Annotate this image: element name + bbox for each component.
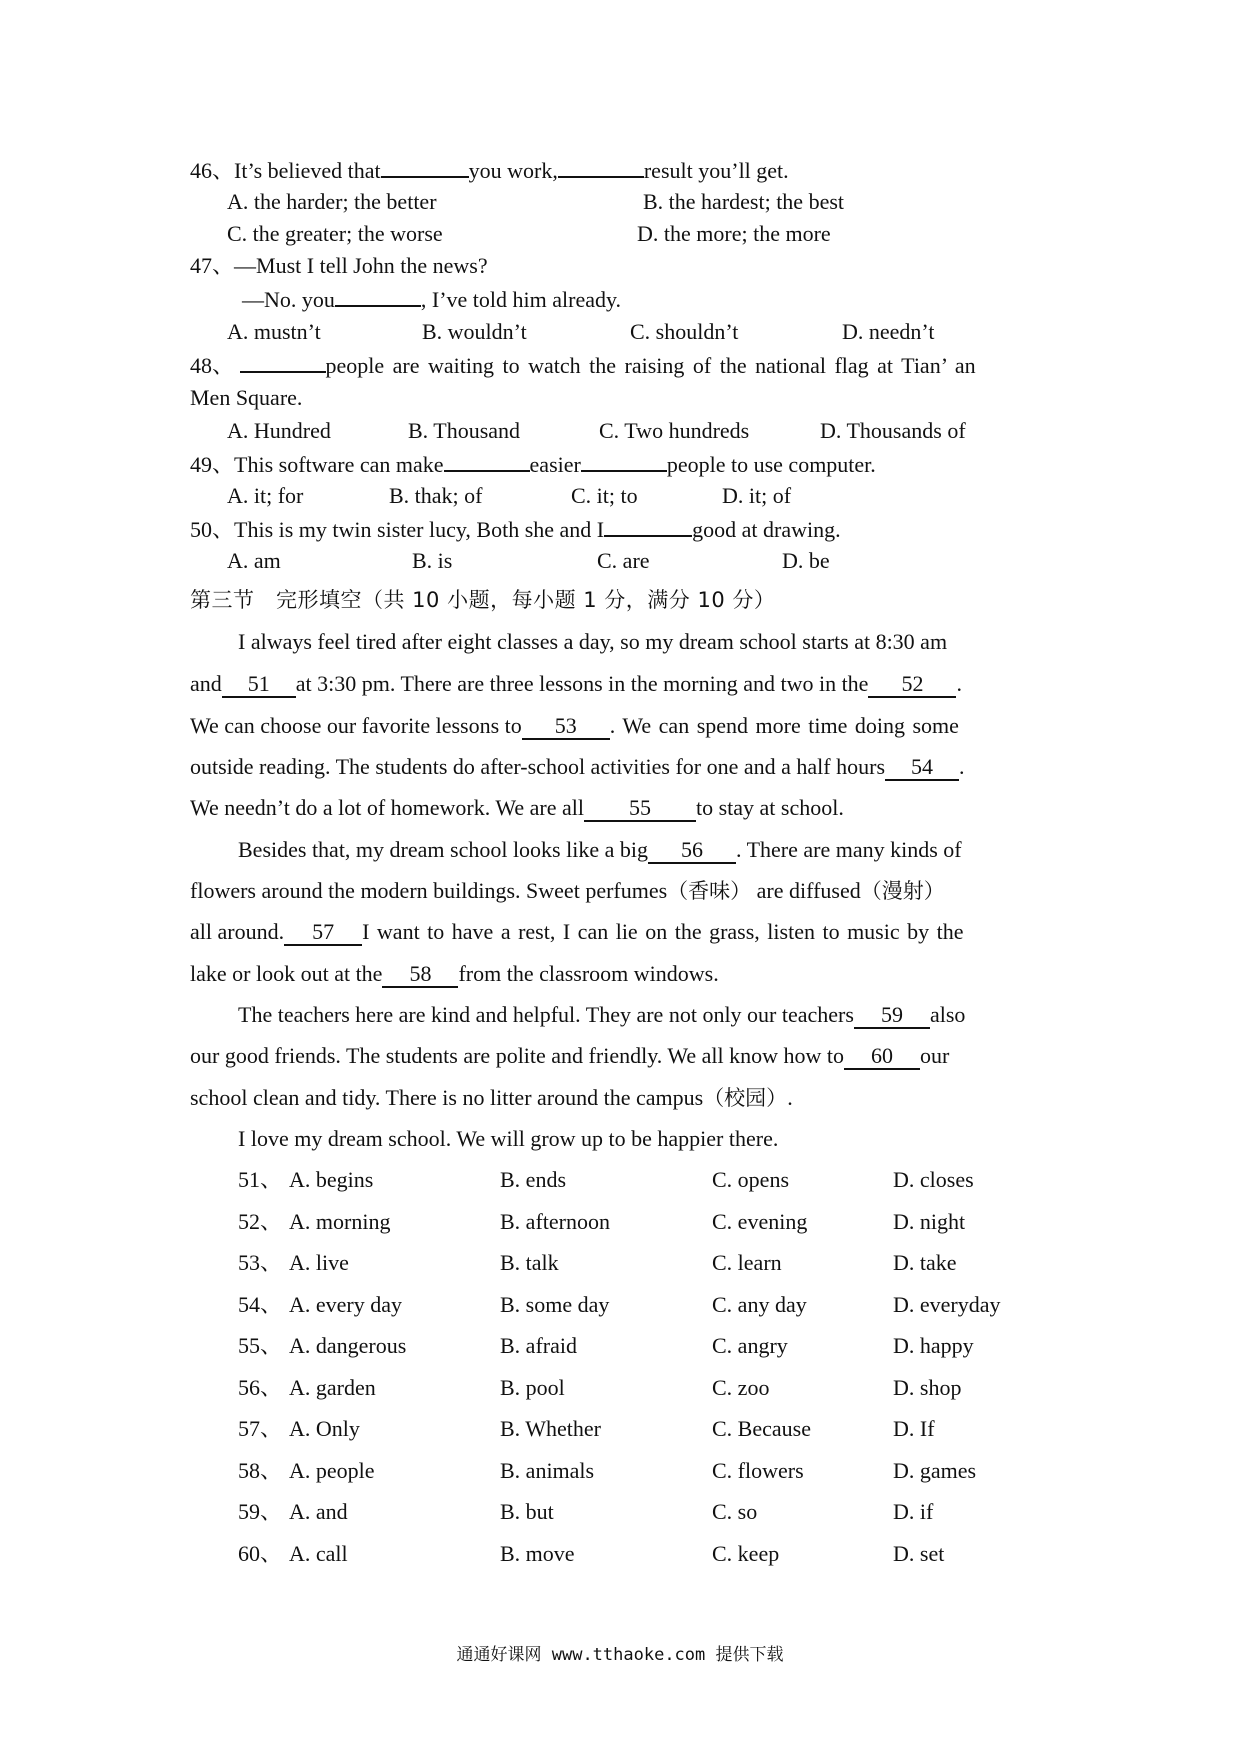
- option-b: B. pool: [500, 1375, 565, 1400]
- option-a: A. call: [289, 1541, 348, 1566]
- option-a: A. dangerous: [289, 1333, 407, 1358]
- q49-option-b: B. thak; of: [389, 483, 483, 508]
- option-d: D. shop: [893, 1375, 962, 1400]
- passage-text: We needn’t do a lot of homework. We are all: [190, 795, 584, 820]
- q49-blank-1: [444, 450, 530, 472]
- option-row-number: 57、: [238, 1416, 283, 1441]
- q49-number: 49、: [190, 452, 235, 477]
- option-c: C. zoo: [712, 1375, 770, 1400]
- passage-text: outside reading. The students do after-school activities for one and a half hours: [190, 754, 886, 779]
- option-row-number: 54、: [238, 1292, 283, 1317]
- option-c: C. Because: [712, 1416, 811, 1441]
- passage-text: school clean and tidy. There is no litter around the campus: [190, 1085, 704, 1110]
- option-c: C. opens: [712, 1167, 789, 1192]
- blank-56: 56: [648, 838, 736, 864]
- blank-59: 59: [854, 1003, 930, 1029]
- q46-number: 46、: [190, 158, 235, 183]
- option-c: C. evening: [712, 1209, 808, 1234]
- q47-option-d: D. needn’t: [842, 319, 935, 344]
- option-a: A. morning: [289, 1209, 391, 1234]
- passage-text: Besides that, my dream school looks like a big: [238, 837, 648, 862]
- footer: 通通好课网 www.tthaoke.com 提供下载: [456, 1645, 784, 1665]
- passage-text: （香味）: [667, 879, 752, 903]
- option-a: A. people: [289, 1458, 375, 1483]
- passage-line: [190, 794, 844, 822]
- q47-stem-line2: [242, 285, 621, 314]
- option-b: B. talk: [500, 1250, 559, 1275]
- q47-stem-text: —No. you: [242, 287, 335, 312]
- passage-text: from the classroom windows.: [458, 961, 719, 986]
- q48-option-c: C. Two hundreds: [599, 418, 750, 443]
- q49-option-d: D. it; of: [722, 483, 792, 508]
- option-row-number: 52、: [238, 1209, 283, 1234]
- option-b: B. Whether: [500, 1416, 602, 1441]
- q50-option-d: D. be: [782, 548, 830, 573]
- option-row-number: 51、: [238, 1167, 283, 1192]
- q46-blank-1: [381, 156, 469, 178]
- q50-stem: [190, 515, 841, 544]
- q46-option-d: D. the more; the more: [637, 221, 831, 246]
- blank-52: 52: [868, 672, 956, 698]
- passage-text: .: [787, 1085, 793, 1110]
- passage-line: [190, 918, 964, 946]
- option-row-number: 55、: [238, 1333, 283, 1358]
- q49-stem-text: easier: [529, 452, 581, 477]
- q50-blank: [604, 515, 692, 537]
- passage-text: to stay at school.: [695, 795, 844, 820]
- passage-text: .: [956, 671, 962, 696]
- q49-stem-text: This software can make: [234, 452, 444, 477]
- passage-text: （漫射）: [860, 879, 945, 903]
- q47-stem-text: —Must I tell John the news?: [234, 253, 488, 278]
- q46-stem-text: you work,: [468, 158, 558, 183]
- q47-option-b: B. wouldn’t: [422, 319, 527, 344]
- q47-stem-text: , I’ve told him already.: [420, 287, 622, 312]
- option-d: D. closes: [893, 1167, 974, 1192]
- passage-line: [190, 1042, 949, 1070]
- passage-line: I always feel tired after eight classes a day, so my dream school starts at 8:30 am: [238, 629, 948, 654]
- passage-line: [190, 1084, 793, 1112]
- option-b: B. afraid: [500, 1333, 577, 1358]
- q50-stem-text: good at drawing.: [692, 517, 841, 542]
- option-b: B. ends: [500, 1167, 566, 1192]
- q50-option-b: B. is: [412, 548, 453, 573]
- passage-text: lake or look out at the: [190, 961, 383, 986]
- q48-option-a: A. Hundred: [227, 418, 331, 443]
- option-b: B. afternoon: [500, 1209, 610, 1234]
- q46-option-b: B. the hardest; the best: [643, 189, 845, 214]
- option-b: B. some day: [500, 1292, 610, 1317]
- passage-text: . We can spend more time doing some: [609, 713, 959, 738]
- q48-stem-line2: Men Square.: [190, 385, 303, 410]
- passage-text: The teachers here are kind and helpful. They are not only our teachers: [238, 1002, 854, 1027]
- passage-line: [238, 836, 962, 864]
- option-d: D. take: [893, 1250, 957, 1275]
- passage-text: I want to have a rest, I can lie on the grass, listen to music by the: [362, 919, 964, 944]
- q46-stem-text: result you’ll get.: [643, 158, 789, 183]
- passage-text: flowers around the modern buildings. Sweet perfumes: [190, 878, 668, 903]
- blank-60: 60: [844, 1044, 920, 1070]
- q50-stem-text: This is my twin sister lucy, Both she and I: [234, 517, 605, 542]
- option-b: B. move: [500, 1541, 575, 1566]
- blank-55: 55: [584, 796, 696, 822]
- option-d: D. games: [893, 1458, 977, 1483]
- passage-text: our good friends. The students are polite and friendly. We all know how to: [190, 1043, 845, 1068]
- passage-text: also: [929, 1002, 966, 1027]
- option-a: A. garden: [289, 1375, 376, 1400]
- option-d: D. set: [893, 1541, 945, 1566]
- passage-text: at 3:30 pm. There are three lessons in the morning and two in the: [295, 671, 869, 696]
- option-c: C. any day: [712, 1292, 807, 1317]
- option-c: C. angry: [712, 1333, 788, 1358]
- blank-54: 54: [885, 755, 959, 781]
- q48-blank: [240, 351, 326, 373]
- q48-stem-text: people are waiting to watch the raising of the national flag at Tian’ an: [325, 353, 976, 378]
- blank-53: 53: [522, 714, 610, 740]
- option-row-number: 58、: [238, 1458, 283, 1483]
- passage-line: I love my dream school. We will grow up to be happier there.: [238, 1126, 779, 1151]
- passage-text: .: [959, 754, 965, 779]
- q46-blank-2: [558, 156, 644, 178]
- q49-stem-text: people to use computer.: [666, 452, 876, 477]
- option-d: D. night: [893, 1209, 966, 1234]
- option-d: D. if: [893, 1499, 934, 1524]
- passage-line: [238, 1001, 965, 1029]
- q49-stem: [190, 450, 876, 479]
- option-a: A. and: [289, 1499, 348, 1524]
- passage-line: [190, 670, 962, 698]
- passage-text: We can choose our favorite lessons to: [190, 713, 522, 738]
- q47-stem: [190, 252, 488, 280]
- option-d: D. If: [893, 1416, 935, 1441]
- option-b: B. animals: [500, 1458, 595, 1483]
- option-c: C. keep: [712, 1541, 780, 1566]
- blank-51: 51: [222, 672, 296, 698]
- q50-number: 50、: [190, 517, 235, 542]
- option-a: A. every day: [289, 1292, 403, 1317]
- option-a: A. begins: [289, 1167, 374, 1192]
- q50-option-c: C. are: [597, 548, 650, 573]
- option-c: C. flowers: [712, 1458, 804, 1483]
- q47-number: 47、: [190, 253, 235, 278]
- q48-stem: [190, 351, 1058, 380]
- blank-57: 57: [284, 920, 362, 946]
- passage-line: [190, 960, 719, 988]
- q49-blank-2: [581, 450, 667, 472]
- passage-text: . There are many kinds of: [736, 837, 962, 862]
- option-row-number: 60、: [238, 1541, 283, 1566]
- q47-option-a: A. mustn’t: [227, 319, 321, 344]
- option-row-number: 56、: [238, 1375, 283, 1400]
- q49-option-a: A. it; for: [227, 483, 304, 508]
- q46-stem: [190, 156, 789, 185]
- option-a: A. Only: [289, 1416, 360, 1441]
- passage-line: [190, 877, 945, 905]
- q46-stem-text: It’s believed that: [234, 158, 381, 183]
- passage-line: [190, 712, 959, 740]
- option-row-number: 53、: [238, 1250, 283, 1275]
- section-title: 第三节 完形填空（共 10 小题，每小题 1 分，满分 10 分）: [190, 588, 776, 612]
- passage-text: and: [190, 671, 222, 696]
- option-c: C. so: [712, 1499, 758, 1524]
- passage-text: all around.: [190, 919, 285, 944]
- option-b: B. but: [500, 1499, 554, 1524]
- option-c: C. learn: [712, 1250, 782, 1275]
- passage-text: our: [920, 1043, 950, 1068]
- q48-option-d: D. Thousands of: [820, 418, 966, 443]
- passage-text: are diffused: [751, 878, 861, 903]
- q46-option-c: C. the greater; the worse: [227, 221, 443, 246]
- option-d: D. everyday: [893, 1292, 1001, 1317]
- option-d: D. happy: [893, 1333, 974, 1358]
- blank-58: 58: [382, 962, 458, 988]
- q48-number: 48、: [190, 353, 235, 378]
- option-a: A. live: [289, 1250, 349, 1275]
- q49-option-c: C. it; to: [571, 483, 638, 508]
- q47-blank: [335, 285, 421, 307]
- passage-text: （校园）: [703, 1086, 788, 1110]
- passage-line: [190, 753, 965, 781]
- q50-option-a: A. am: [227, 548, 281, 573]
- q46-option-a: A. the harder; the better: [227, 189, 437, 214]
- q48-option-b: B. Thousand: [408, 418, 521, 443]
- option-row-number: 59、: [238, 1499, 283, 1524]
- q47-option-c: C. shouldn’t: [630, 319, 739, 344]
